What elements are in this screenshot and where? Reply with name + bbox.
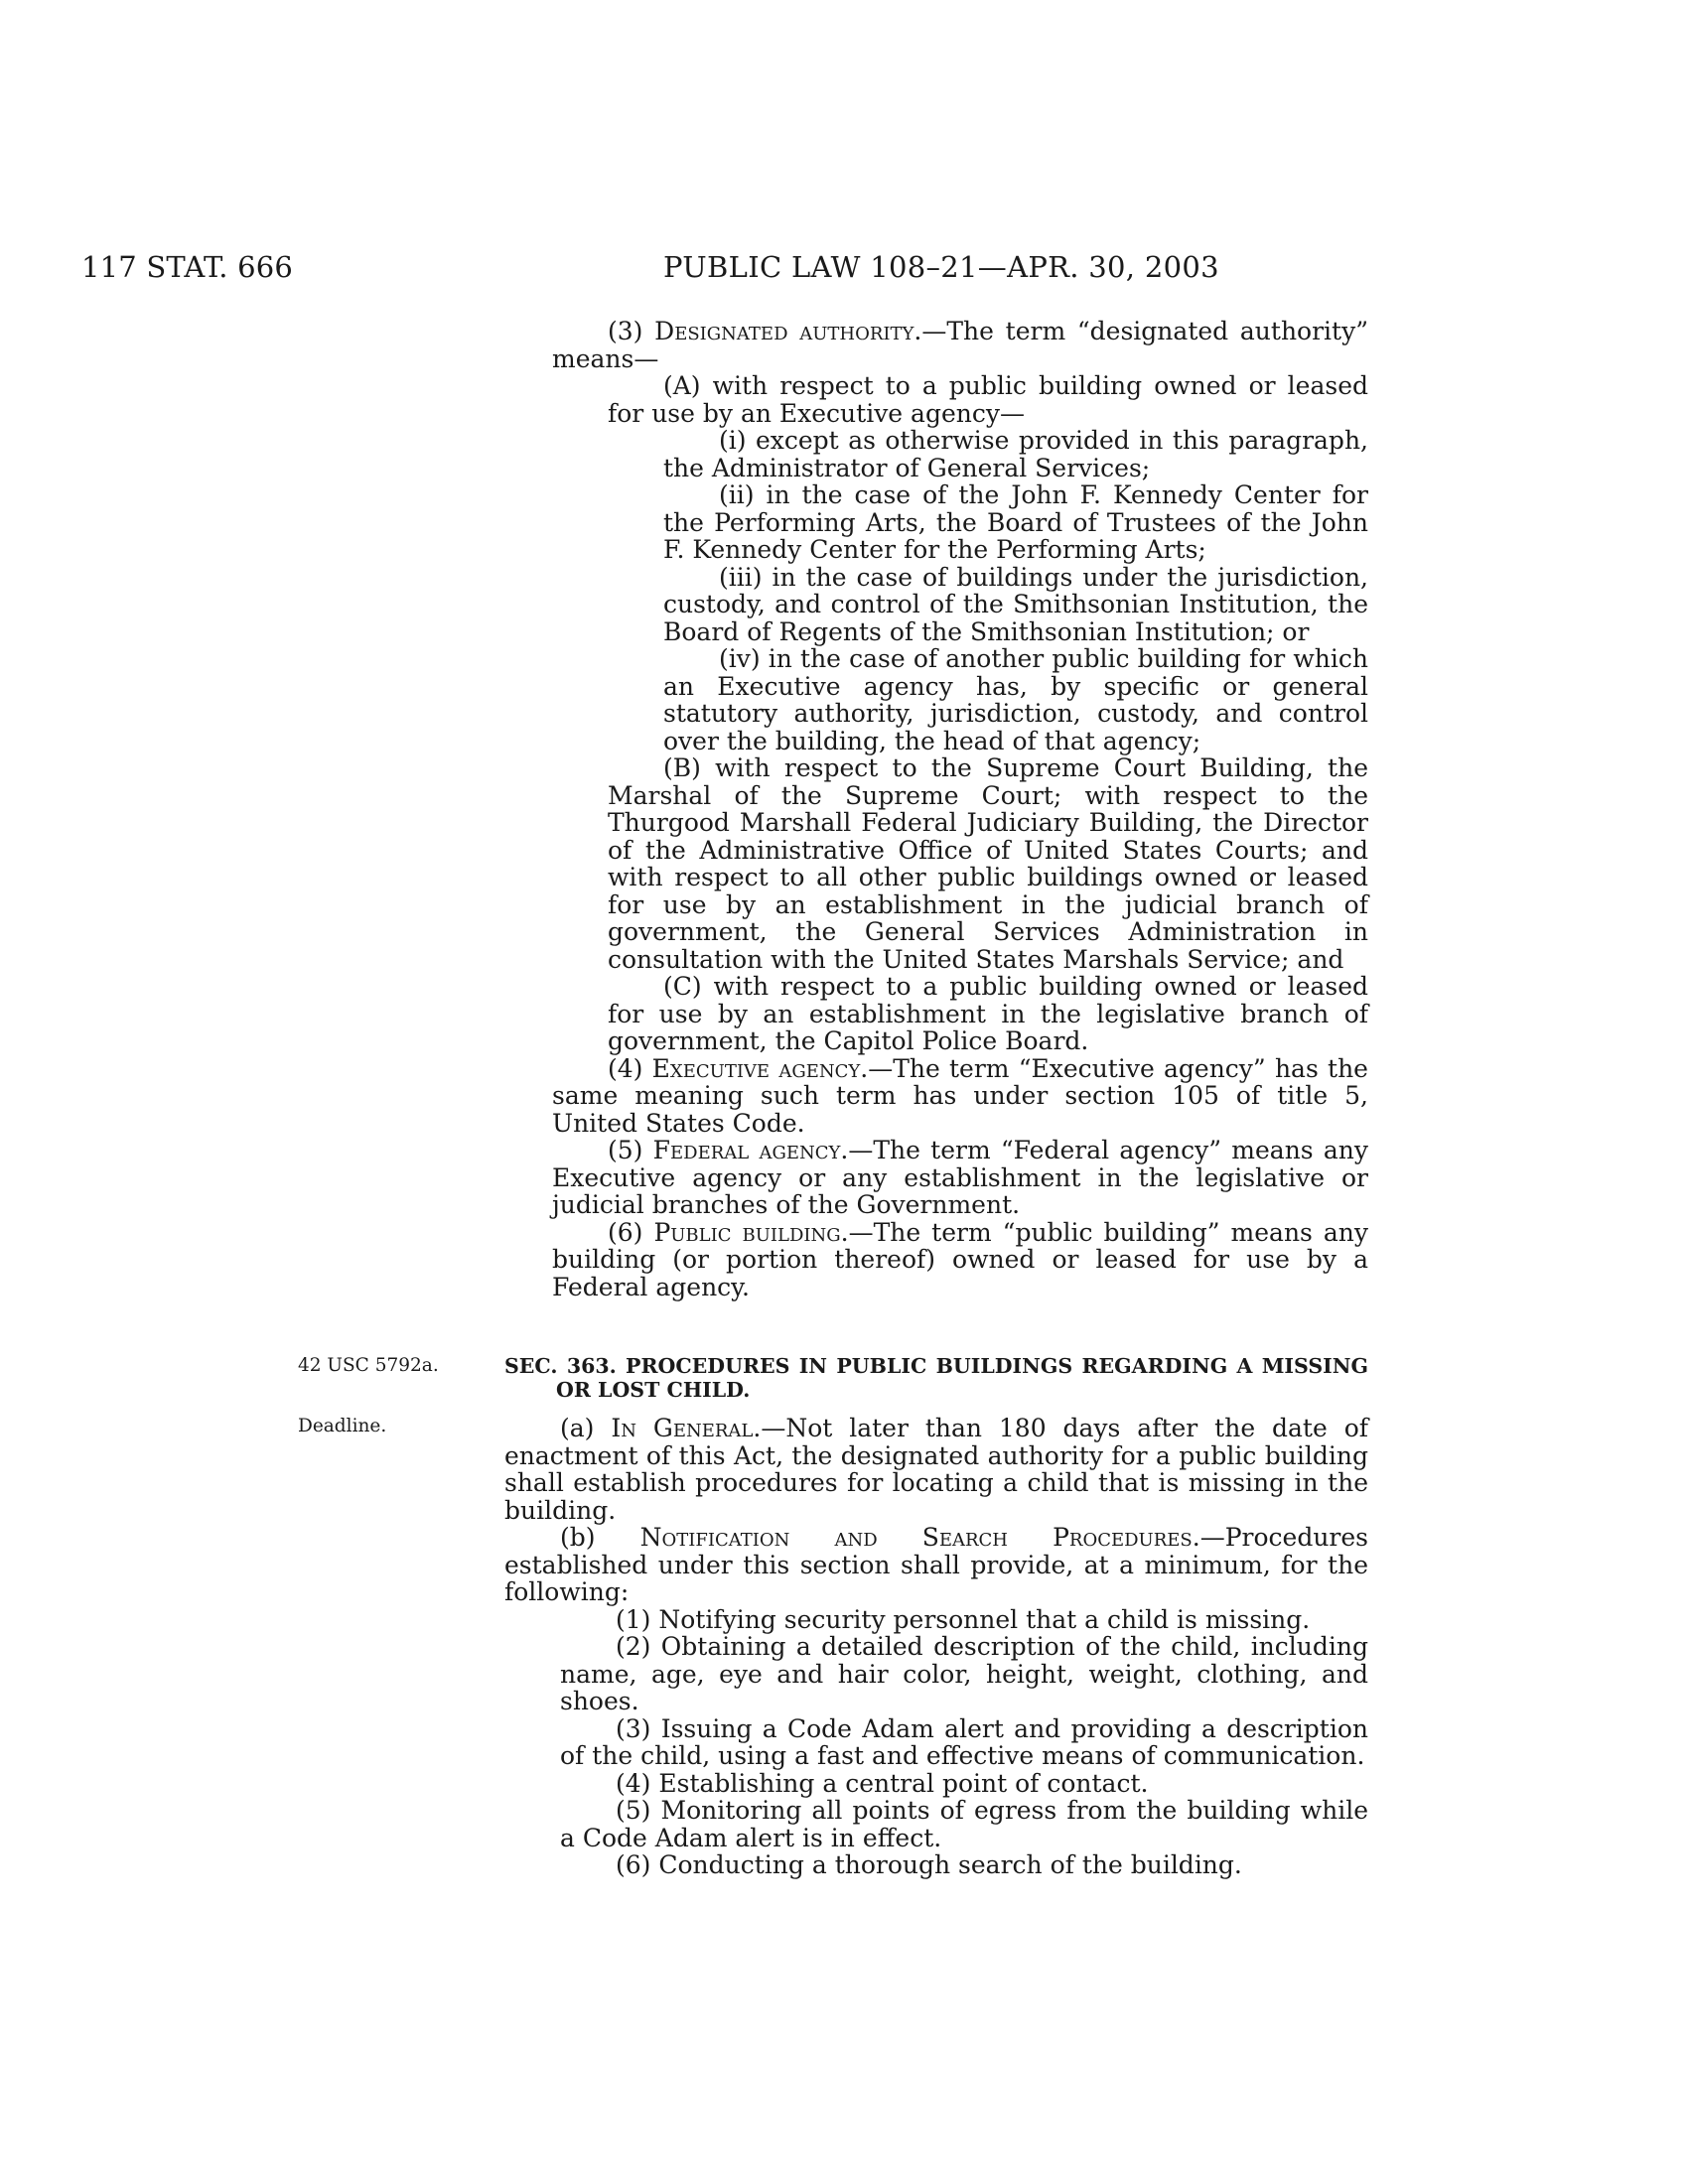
procedure-item: (1) Notifying security personnel that a child is missing. xyxy=(616,1604,1311,1634)
definition-term: Executive agency xyxy=(651,1053,861,1083)
definition-number: (3) xyxy=(608,317,643,345)
definition-6 xyxy=(552,1219,1368,1301)
definition-term: Public building xyxy=(653,1217,841,1247)
definition-4 xyxy=(552,1055,1368,1138)
procedure-item: (5) Monitoring all points of egress from the building while a Code Adam alert is in effect. xyxy=(560,1796,1368,1852)
section-subsection-a xyxy=(504,1415,1368,1524)
subsection-number: (a) xyxy=(560,1414,595,1442)
subsection-number: (b) xyxy=(560,1523,596,1552)
definition-5 xyxy=(552,1137,1368,1219)
clause-i: (i) except as otherwise provided in this paragraph, the Administrator of General Services; xyxy=(663,426,1368,482)
section-body xyxy=(504,1415,1368,1879)
definition-text: .—The term “Executive agency” has the same meaning such term has under section 105 of title 5, United States Code. xyxy=(552,1053,1368,1138)
clause-ii: (ii) in the case of the John F. Kennedy Center for the Performing Arts, the Board of Trustees of the John F. Kennedy Center for the Performing Arts; xyxy=(663,480,1368,564)
subsection-text: .—Not later than 180 days after the date of enactment of this Act, the designated authority for a public building shall establish procedures for locating a child that is missing in the building. xyxy=(504,1414,1368,1525)
definition-3 xyxy=(552,318,1368,372)
definition-text: .—The term “Federal agency” means any Executive agency or any establishment in the legislative or judicial branches of the Government. xyxy=(552,1136,1368,1219)
clause-iv: (iv) in the case of another public building for which an Executive agency has, by specific or general statutory authority, jurisdiction, custody, and control over the building, the head of that agency; xyxy=(663,644,1368,755)
definition-number: (6) xyxy=(608,1217,643,1247)
procedure-item: (4) Establishing a central point of contact. xyxy=(616,1768,1149,1798)
subparagraph-b: (B) with respect to the Supreme Court Building, the Marshal of the Supreme Court; with respect to the Thurgood Marshall Federal Judiciary Building, the Director of the Administrative Office of United States Courts; and with respect to all other public buildings owned or leased for use by an establishment in the judicial branch of government, the General Services Administration in consultation with the United States Marshals Service; and xyxy=(608,753,1368,974)
running-header: PUBLIC LAW 108–21—APR. 30, 2003 xyxy=(663,250,1219,284)
subparagraph-c: (C) with respect to a public building owned or leased for use by an establishment in the legislative branch of government, the Capitol Police Board. xyxy=(608,972,1368,1055)
subsection-heading: In General xyxy=(611,1414,754,1442)
procedure-item: (3) Issuing a Code Adam alert and providing a description of the child, using a fast and effective means of communication. xyxy=(560,1713,1368,1770)
definition-number: (4) xyxy=(608,1053,643,1083)
subsection-text: .—Procedures established under this section shall provide, at a minimum, for the following: xyxy=(504,1523,1369,1606)
procedure-item: (2) Obtaining a detailed description of the child, including name, age, eye and hair color, height, weight, clothing, and shoes. xyxy=(560,1632,1368,1715)
definition-text: .—The term “designated authority” means— xyxy=(552,317,1368,373)
section-heading-block xyxy=(504,1354,1368,1402)
definition-number: (5) xyxy=(608,1136,643,1164)
procedure-item: (6) Conducting a thorough search of the building. xyxy=(616,1850,1242,1879)
section-heading: SEC. 363. PROCEDURES IN PUBLIC BUILDINGS REGARDING A MISSING OR LOST CHILD. xyxy=(504,1354,1368,1402)
margin-note-deadline: Deadline. xyxy=(298,1416,387,1436)
definition-text: .—The term “public building” means any building (or portion thereof) owned or leased for use by a Federal agency. xyxy=(552,1217,1369,1301)
clause-iii: (iii) in the case of buildings under the jurisdiction, custody, and control of the Smithsonian Institution, the Board of Regents of the Smithsonian Institution; or xyxy=(663,562,1368,646)
definition-term: Designated authority xyxy=(654,317,914,345)
margin-note-usc: 42 USC 5792a. xyxy=(298,1355,439,1376)
subsection-heading: Notification and Search Procedures xyxy=(639,1523,1193,1552)
subparagraph-a: (A) with respect to a public building owned or leased for use by an Executive agency— xyxy=(608,371,1368,428)
definitions-text xyxy=(552,318,1368,1300)
definition-term: Federal agency xyxy=(652,1136,841,1164)
page-stat-number: 117 STAT. 666 xyxy=(81,250,294,284)
section-subsection-b xyxy=(504,1524,1368,1606)
